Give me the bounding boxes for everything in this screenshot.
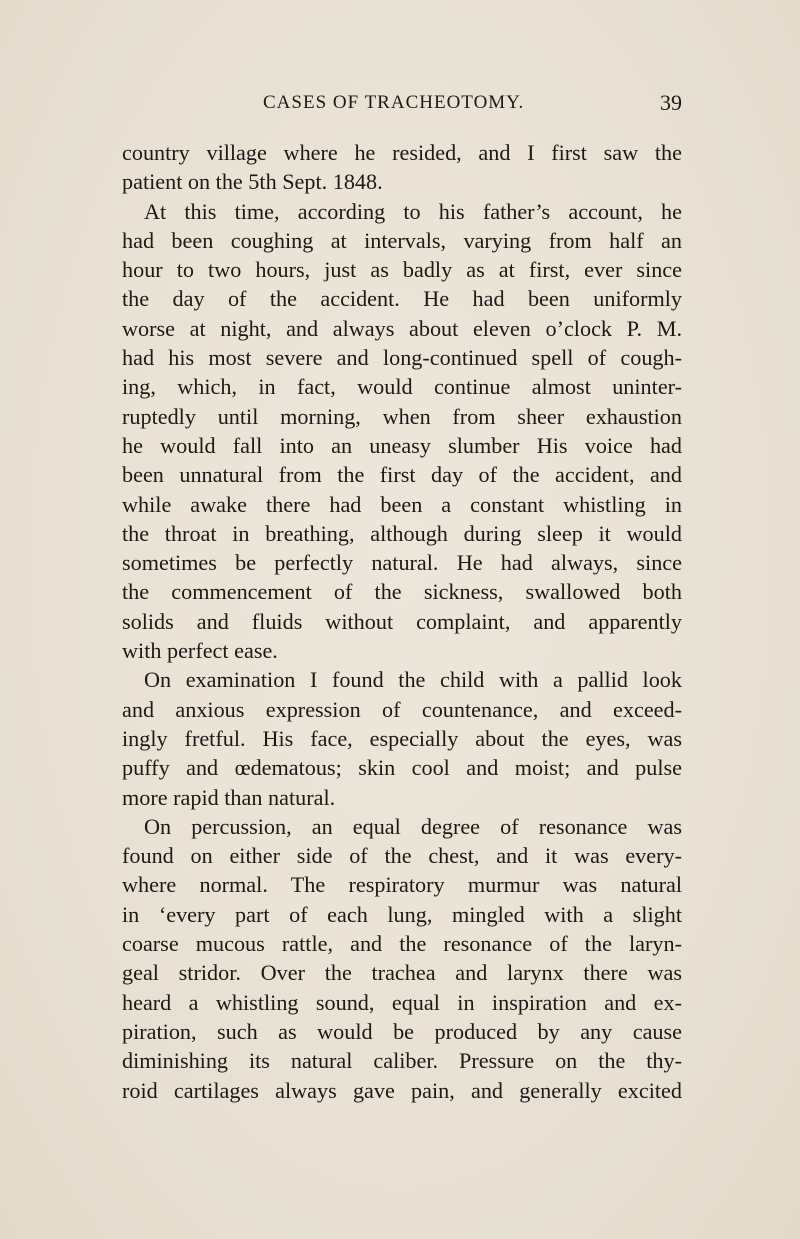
text-line: puffy and œdematous; skin cool and moist; and pulse [122, 755, 682, 781]
page-number: 39 [660, 90, 682, 115]
text-line: and anxious expression of countenance, and exceed- [122, 696, 682, 722]
text-line: ruptedly until morning, when from sheer exhaustion [122, 403, 682, 429]
text-line: the throat in breathing, although during sleep it would [122, 520, 682, 546]
text-line: he would fall into an uneasy slumber His voice had [122, 432, 682, 458]
text-line: On examination I found the child with a pallid look [144, 667, 682, 693]
text-line: where normal. The respiratory murmur was natural [122, 872, 682, 898]
text-line: while awake there had been a constant whistling in [122, 491, 682, 517]
text-line: country village where he resided, and I first saw the [122, 140, 682, 165]
text-line: more rapid than natural. [122, 784, 336, 810]
text-line: the day of the accident. He had been uniformly [122, 286, 682, 312]
text-line: sometimes be perfectly natural. He had always, since [122, 550, 682, 576]
text-line: patient on the 5th Sept. 1848. [122, 169, 383, 195]
text-line: had his most severe and long-continued spell of cough- [122, 345, 682, 371]
text-line: found on either side of the chest, and it was every- [122, 843, 682, 869]
text-line: geal stridor. Over the trachea and larynx there was [122, 960, 682, 986]
text-line: roid cartilages always gave pain, and generally excited [122, 1077, 682, 1103]
text-line: On percussion, an equal degree of resonance was [144, 813, 682, 839]
text-line: hour to two hours, just as badly as at first, ever since [122, 257, 682, 283]
text-line: heard a whistling sound, equal in inspiration and ex- [122, 989, 682, 1015]
text-line: the commencement of the sickness, swallowed both [122, 579, 682, 605]
text-line: with perfect ease. [122, 638, 278, 664]
text-line: solids and fluids without complaint, and apparently [122, 608, 682, 634]
text-line: been unnatural from the first day of the accident, and [122, 462, 682, 488]
text-line: ing, which, in fact, would continue almost uninter- [122, 374, 682, 400]
text-line: ingly fretful. His face, especially about the eyes, was [122, 725, 682, 751]
running-title: CASES OF TRACHEOTOMY. [263, 92, 525, 113]
running-head [122, 92, 682, 122]
text-line: At this time, according to his father’s account, he [144, 198, 682, 224]
body-text [122, 138, 682, 1105]
text-line: had been coughing at intervals, varying from half an [122, 227, 682, 253]
text-line: coarse mucous rattle, and the resonance of the laryn- [122, 931, 682, 957]
text-line: piration, such as would be produced by any cause [122, 1018, 682, 1044]
text-line: in ‘every part of each lung, mingled with a slight [122, 901, 682, 927]
text-line: worse at night, and always about eleven o’clock P. M. [122, 315, 682, 341]
text-line: diminishing its natural caliber. Pressure on the thy- [122, 1048, 682, 1074]
